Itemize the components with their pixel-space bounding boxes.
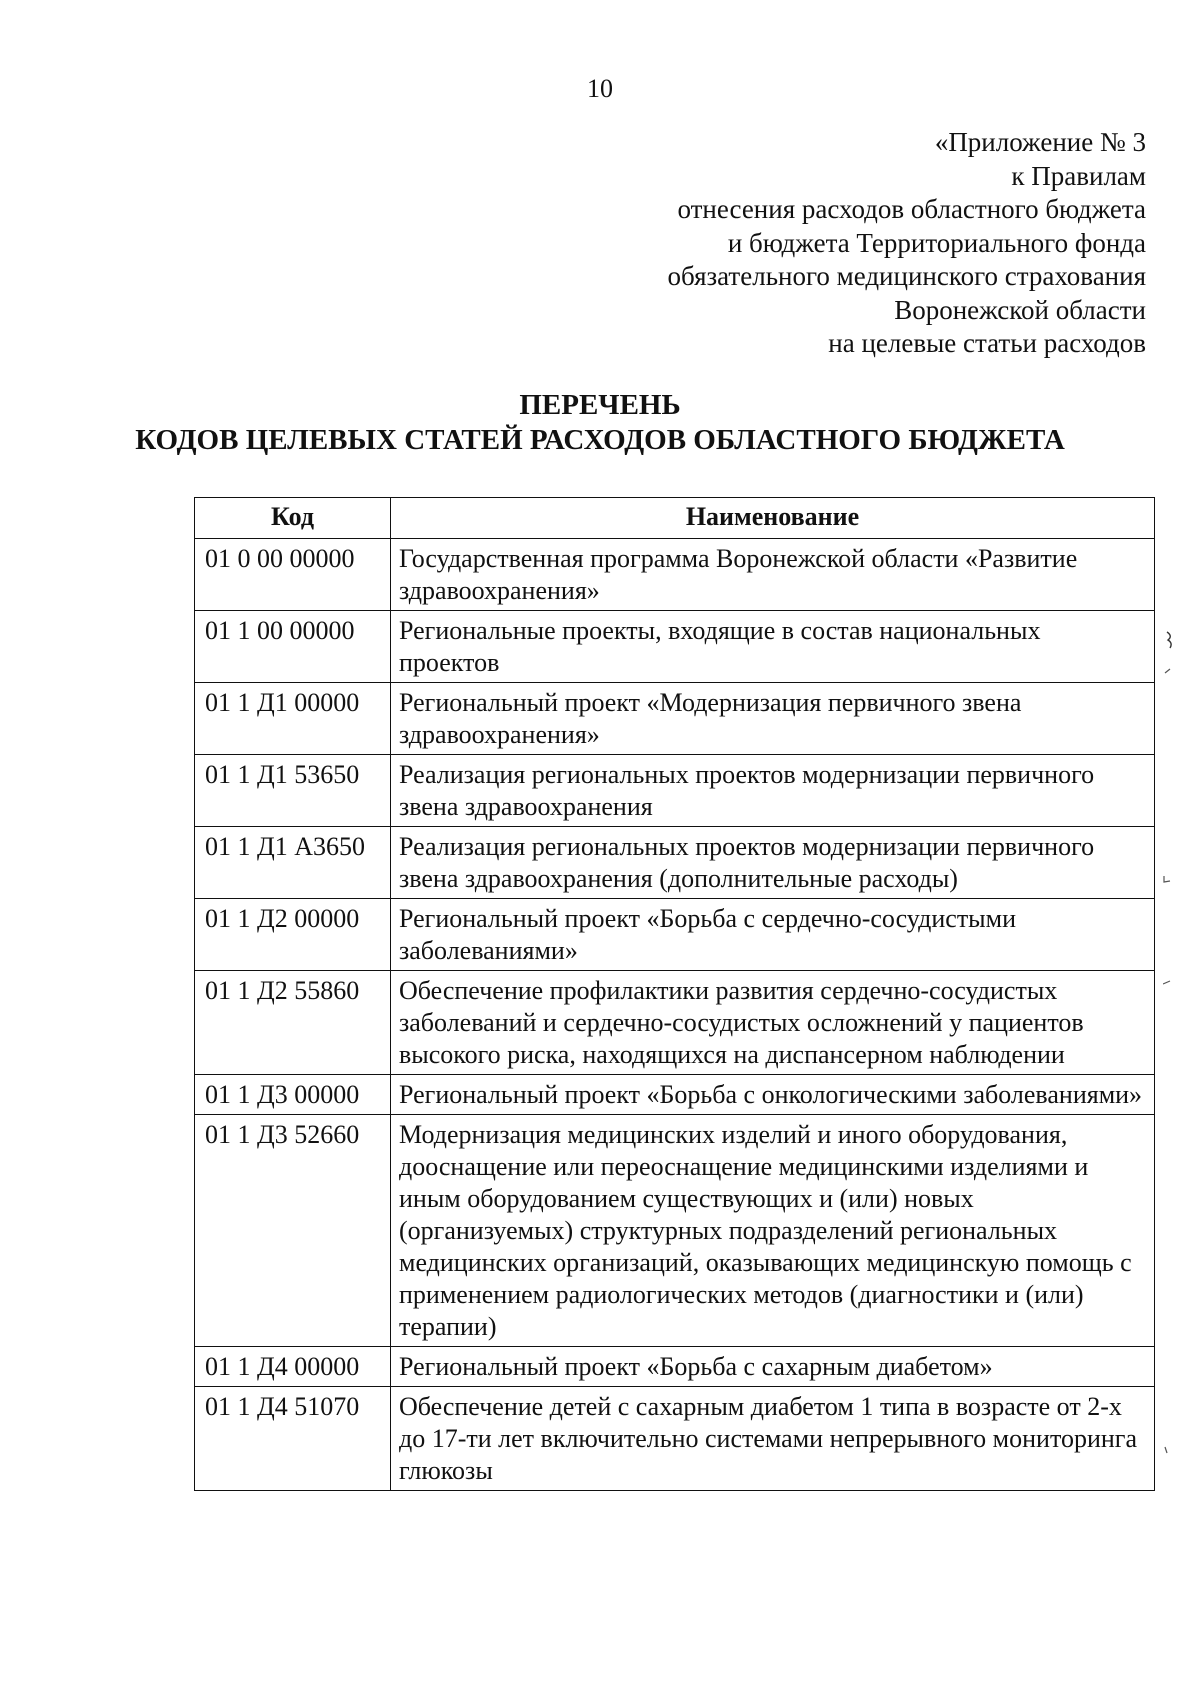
row-name: Государственная программа Воронежской области «Развитие здравоохранения» xyxy=(391,539,1155,611)
row-name: Обеспечение детей с сахарным диабетом 1 типа в возрасте от 2-х до 17-ти лет включительно системами непрерывного мониторинга глюкозы xyxy=(391,1387,1155,1491)
row-name: Модернизация медицинских изделий и иного оборудования, дооснащение или переоснащение медицинскими изделиями и иным оборудованием существующих и (или) новых (организуемых) структурных подразделений региональных медицинских организаций, оказывающих медицинскую помощь с применением радиологических методов (диагностики и (или) терапии) xyxy=(391,1115,1155,1347)
table-row xyxy=(195,755,1155,827)
row-code: 01 1 Д1 А3650 xyxy=(195,827,391,899)
row-code: 01 1 Д1 53650 xyxy=(195,755,391,827)
appendix-line: «Приложение № 3 xyxy=(934,127,1146,157)
table-row xyxy=(195,539,1155,611)
document-title xyxy=(40,388,1160,458)
scan-mark xyxy=(1164,668,1172,674)
table-row xyxy=(195,1115,1155,1347)
appendix-line: отнесения расходов областного бюджета xyxy=(677,194,1146,224)
codes-table xyxy=(194,497,1155,1491)
appendix-header xyxy=(526,126,1146,361)
title-line-2: КОДОВ ЦЕЛЕВЫХ СТАТЕЙ РАСХОДОВ ОБЛАСТНОГО БЮДЖЕТА xyxy=(135,424,1065,456)
row-code: 01 1 Д4 00000 xyxy=(195,1347,391,1387)
table-row xyxy=(195,1347,1155,1387)
appendix-line: на целевые статьи расходов xyxy=(828,328,1146,358)
table-row xyxy=(195,899,1155,971)
row-code: 01 1 Д2 55860 xyxy=(195,971,391,1075)
row-name: Реализация региональных проектов модернизации первичного звена здравоохранения xyxy=(391,755,1155,827)
appendix-line: и бюджета Территориального фонда xyxy=(727,227,1146,258)
row-code: 01 0 00 00000 xyxy=(195,539,391,611)
table-row xyxy=(195,683,1155,755)
page-number: 10 xyxy=(587,74,613,103)
row-code: 01 1 Д3 00000 xyxy=(195,1075,391,1115)
row-name: Обеспечение профилактики развития сердечно-сосудистых заболеваний и сердечно-сосудистых осложнений у пациентов высокого риска, находящихся на диспансерном наблюдении xyxy=(391,971,1155,1075)
scan-mark xyxy=(1163,876,1171,884)
row-name: Региональный проект «Борьба с сердечно-сосудистыми заболеваниями» xyxy=(391,899,1155,971)
title-line-1: ПЕРЕЧЕНЬ xyxy=(519,389,681,421)
row-name: Региональный проект «Борьба с сахарным диабетом» xyxy=(391,1347,1155,1387)
row-code: 01 1 Д3 52660 xyxy=(195,1115,391,1347)
table-row xyxy=(195,1075,1155,1115)
row-name: Реализация региональных проектов модернизации первичного звена здравоохранения (дополнительные расходы) xyxy=(391,827,1155,899)
row-name: Региональный проект «Модернизация первичного звена здравоохранения» xyxy=(391,683,1155,755)
table-row xyxy=(195,1387,1155,1491)
row-code: 01 1 Д4 51070 xyxy=(195,1387,391,1491)
row-code: 01 1 Д2 00000 xyxy=(195,899,391,971)
row-name: Региональные проекты, входящие в состав национальных проектов xyxy=(391,611,1155,683)
appendix-line: обязательного медицинского страхования xyxy=(667,261,1146,291)
scan-mark xyxy=(1163,1446,1169,1454)
appendix-line: к Правилам xyxy=(1011,160,1146,191)
table-row xyxy=(195,827,1155,899)
table-row xyxy=(195,971,1155,1075)
header-name: Наименование xyxy=(391,498,1155,539)
scan-mark xyxy=(1163,980,1171,986)
row-code: 01 1 Д1 00000 xyxy=(195,683,391,755)
appendix-line: Воронежской области xyxy=(894,294,1146,325)
row-code: 01 1 00 00000 xyxy=(195,611,391,683)
scan-mark xyxy=(1164,630,1176,650)
row-name: Региональный проект «Борьба с онкологическими заболеваниями» xyxy=(391,1075,1155,1115)
table-header-row xyxy=(195,498,1155,539)
table-row xyxy=(195,611,1155,683)
header-code: Код xyxy=(195,498,391,539)
